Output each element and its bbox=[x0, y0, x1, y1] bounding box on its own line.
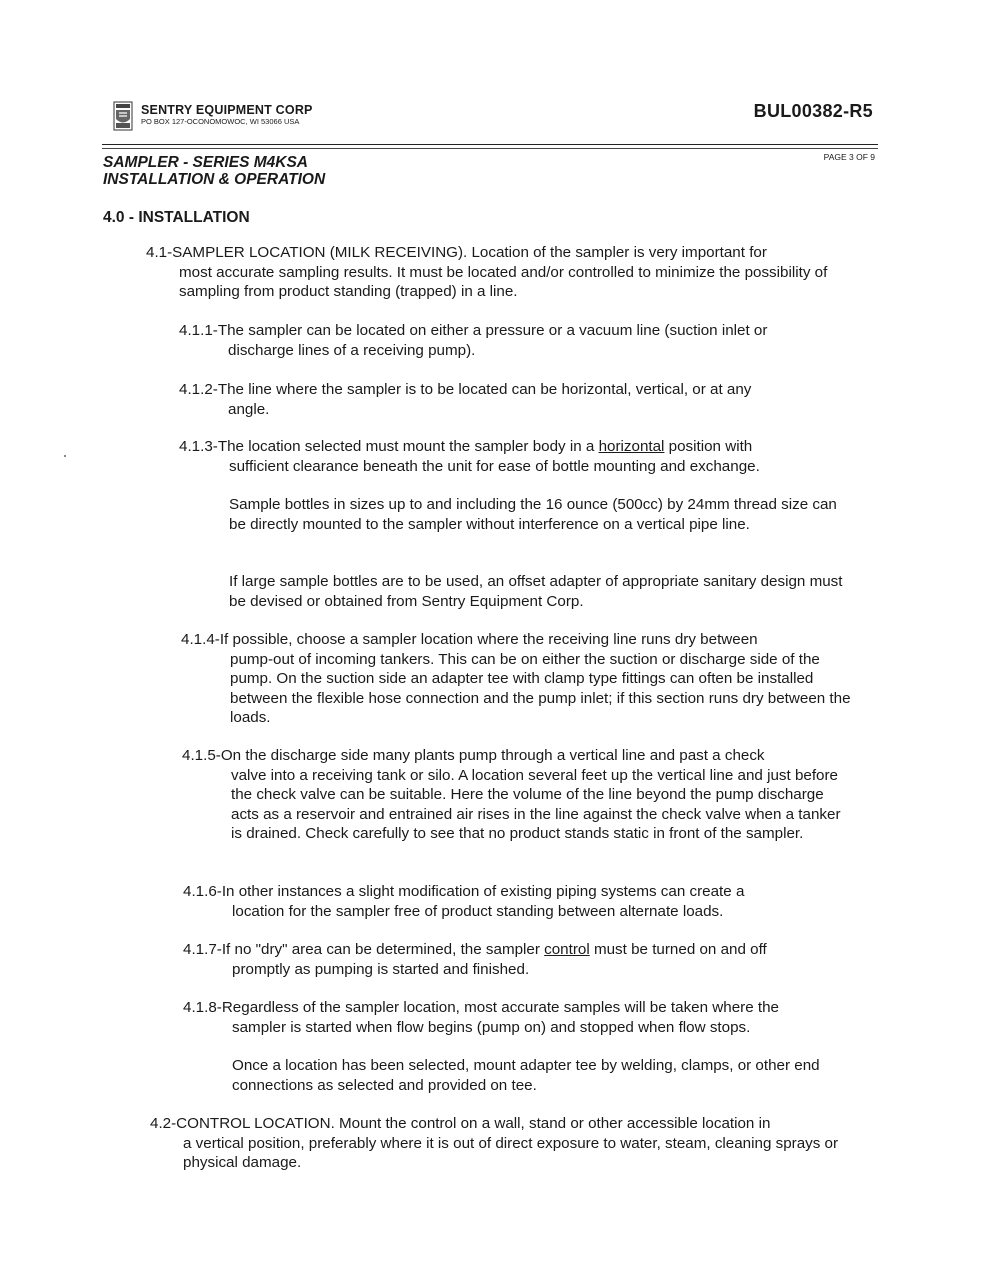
paragraph-4-1-3-rest: sufficient clearance beneath the unit for ease of bottle mounting and exchange. bbox=[229, 457, 760, 475]
product-title bbox=[103, 154, 325, 188]
document-id: BUL00382-R5 bbox=[753, 101, 873, 121]
paragraph-4-1-8-mount-tee: Once a location has been selected, mount adapter tee by welding, clamps, or other end connections as selected and provided on tee. bbox=[232, 1057, 820, 1094]
paragraph-4-1-4-rest: pump-out of incoming tankers. This can be on either the suction or discharge side of the pump. On the suction side an adapter tee with clamp type fittings can often be installed between the flexible hose connection and the pump inlet; if this section runs dry between the loads. bbox=[230, 650, 851, 726]
paragraph-4-1-4 bbox=[181, 630, 861, 728]
product-title-line1: SAMPLER - SERIES M4KSA bbox=[103, 154, 308, 171]
paragraph-4-1-3-bottle-sizes: Sample bottles in sizes up to and including the 16 ounce (500cc) by 24mm thread size can be directly mounted to the sampler without interference on a vertical pipe line. bbox=[229, 496, 837, 533]
paragraph-4-1-4-lead: 4.1.4-If possible, choose a sampler location where the receiving line runs dry between bbox=[181, 631, 758, 648]
paragraph-4-1-3 bbox=[179, 437, 859, 476]
product-title-line2: INSTALLATION & OPERATION bbox=[103, 171, 326, 188]
paragraph-4-1-8-rest: sampler is started when flow begins (pump on) and stopped when flow stops. bbox=[232, 1018, 751, 1036]
paragraph-4-1-7-lead-tail: must be turned on and off bbox=[589, 941, 767, 958]
paragraph-4-1-rest: most accurate sampling results. It must be located and/or controlled to minimize the possibility of sampling from product standing (trapped) in a line. bbox=[179, 263, 828, 300]
paragraph-4-1-7-rest: promptly as pumping is started and finished. bbox=[232, 960, 530, 978]
header-rule-thin bbox=[102, 148, 878, 149]
page-number: PAGE 3 OF 9 bbox=[823, 152, 875, 162]
paragraph-4-1-6-lead: 4.1.6-In other instances a slight modification of existing piping systems can create a bbox=[183, 883, 745, 900]
paragraph-4-1-3-lead-tail: position with bbox=[664, 438, 753, 455]
paragraph-4-1-8-lead: 4.1.8-Regardless of the sampler location, most accurate samples will be taken where the bbox=[183, 999, 779, 1016]
paragraph-4-1-1-lead: 4.1.1-The sampler can be located on either a pressure or a vacuum line (suction inlet or bbox=[179, 322, 768, 339]
underlined-word-control: control bbox=[544, 941, 590, 958]
underlined-word-horizontal: horizontal bbox=[598, 438, 665, 455]
paragraph-4-1 bbox=[146, 243, 866, 302]
paragraph-4-1-8 bbox=[183, 998, 863, 1037]
paragraph-4-1-2-lead: 4.1.2-The line where the sampler is to be located can be horizontal, vertical, or at any bbox=[179, 381, 752, 398]
sentry-logo-icon bbox=[113, 101, 133, 131]
paragraph-4-1-5-rest: valve into a receiving tank or silo. A location several feet up the vertical line and just before the check valve can be suitable. Here the volume of the line beyond the pump discharge acts as a reservoir and entrained air rises in the line against the check valve when a tanker is drained. Check carefully to see that no product stands static in front of the sampler. bbox=[231, 766, 841, 842]
header-rule-thick bbox=[102, 144, 878, 145]
paragraph-4-1-7 bbox=[183, 940, 863, 979]
paragraph-4-1-7-lead bbox=[183, 940, 863, 960]
paragraph-4-1-5-lead: 4.1.5-On the discharge side many plants pump through a vertical line and past a check bbox=[182, 747, 765, 764]
company-block bbox=[141, 103, 313, 126]
paragraph-4-1-6 bbox=[183, 882, 863, 921]
company-name: SENTRY EQUIPMENT CORP bbox=[141, 103, 313, 117]
paragraph-4-2-lead: 4.2-CONTROL LOCATION. Mount the control on a wall, stand or other accessible location in bbox=[150, 1115, 771, 1132]
paragraph-4-1-5 bbox=[182, 746, 862, 844]
paragraph-4-1-1-rest: discharge lines of a receiving pump). bbox=[228, 341, 476, 359]
scan-speck bbox=[64, 455, 66, 457]
paragraph-4-1-3-offset-adapter: If large sample bottles are to be used, an offset adapter of appropriate sanitary design must be devised or obtained from Sentry Equipment Corp. bbox=[229, 573, 843, 610]
paragraph-4-1-3-lead-text: 4.1.3-The location selected must mount the sampler body in a bbox=[179, 438, 599, 455]
paragraph-4-1-lead: 4.1-SAMPLER LOCATION (MILK RECEIVING). Location of the sampler is very important for bbox=[146, 244, 767, 261]
company-address: PO BOX 127-OCONOMOWOC, WI 53066 USA bbox=[141, 117, 300, 126]
paragraph-4-1-3-lead bbox=[179, 437, 859, 457]
paragraph-4-2 bbox=[150, 1114, 860, 1173]
paragraph-4-1-6-rest: location for the sampler free of product standing between alternate loads. bbox=[232, 902, 724, 920]
paragraph-4-1-7-lead-text: 4.1.7-If no "dry" area can be determined, the sampler bbox=[183, 941, 545, 958]
paragraph-4-1-1 bbox=[179, 321, 859, 360]
paragraph-4-2-rest: a vertical position, preferably where it is out of direct exposure to water, steam, cleaning sprays or physical damage. bbox=[183, 1134, 839, 1171]
paragraph-4-1-2-rest: angle. bbox=[228, 400, 270, 418]
paragraph-4-1-2 bbox=[179, 380, 859, 419]
section-title: 4.0 - INSTALLATION bbox=[103, 209, 250, 226]
